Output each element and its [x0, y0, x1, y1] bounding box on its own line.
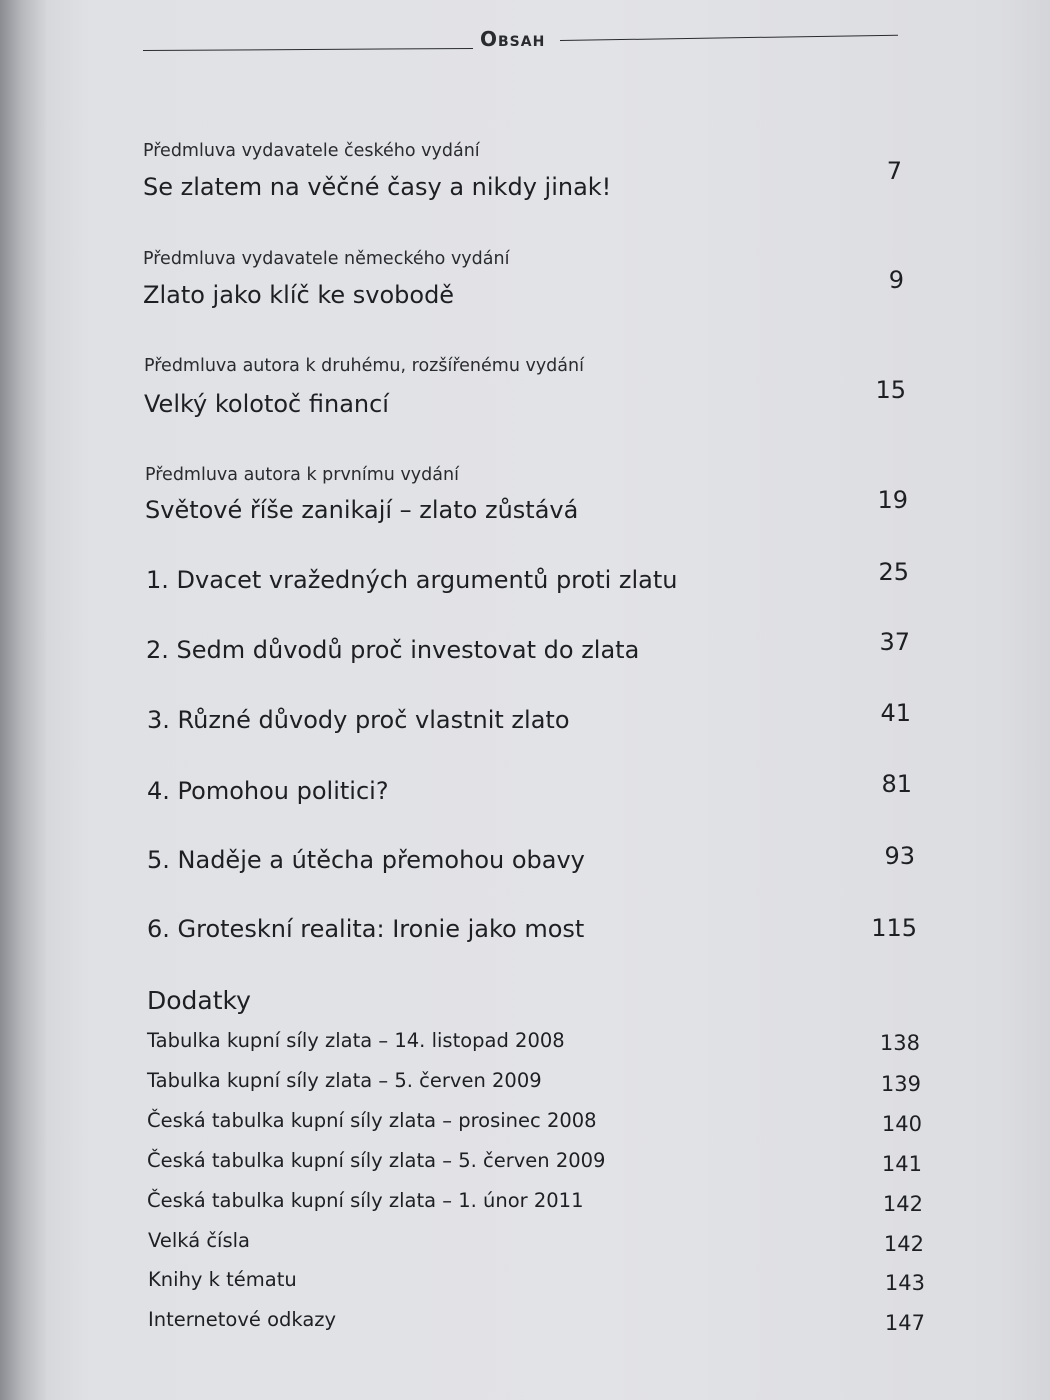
- appendix-item: [0, 1189, 1050, 1219]
- chapter-page-number: 37: [879, 628, 910, 656]
- appendix-item-label: Internetové odkazy: [148, 1308, 337, 1331]
- appendix-item-page: 143: [884, 1271, 925, 1295]
- appendix-item-label: Tabulka kupní síly zlata – 14. listopad 2008: [147, 1029, 565, 1052]
- appendix-item-page: 140: [881, 1112, 922, 1136]
- appendix-heading: Dodatky: [147, 986, 251, 1015]
- appendix-item-label: Knihy k tématu: [148, 1268, 297, 1291]
- appendix-item-label: Česká tabulka kupní síly zlata – prosinec 2008: [147, 1109, 597, 1132]
- entry-subtitle: Předmluva vydavatele českého vydání: [143, 141, 480, 161]
- chapter-page-number: 25: [878, 558, 909, 586]
- chapter-title: 6. Groteskní realita: Ironie jako most: [147, 915, 585, 943]
- appendix-item: [0, 1029, 1050, 1059]
- chapter-title: 1. Dvacet vražedných argumentů proti zlatu: [146, 566, 678, 594]
- header-rule-left: [143, 48, 473, 51]
- entry-page-number: 7: [886, 157, 902, 185]
- entry-page-number: 19: [877, 486, 908, 514]
- chapter-page-number: 93: [884, 842, 915, 870]
- chapter-title: 5. Naděje a útěcha přemohou obavy: [147, 846, 585, 874]
- appendix-item-label: Velká čísla: [148, 1229, 251, 1252]
- appendix-item: [0, 1308, 1050, 1338]
- appendix-item-page: 142: [883, 1232, 924, 1256]
- entry-title: Velký kolotoč financí: [144, 390, 389, 418]
- entry-title: Zlato jako klíč ke svobodě: [143, 281, 455, 309]
- chapter-title: 3. Různé důvody proč vlastnit zlato: [147, 706, 570, 734]
- entry-subtitle: Předmluva autora k druhému, rozšířenému vydání: [144, 356, 584, 376]
- chapter-page-number: 115: [871, 914, 917, 942]
- appendix-item-page: 138: [879, 1031, 920, 1055]
- appendix-item: [0, 1229, 1050, 1259]
- appendix-item-page: 139: [880, 1072, 921, 1096]
- entry-subtitle: Předmluva vydavatele německého vydání: [143, 249, 510, 269]
- chapter-page-number: 81: [881, 770, 912, 798]
- page-title: Obsah: [480, 27, 546, 51]
- appendix-item-label: Tabulka kupní síly zlata – 5. červen 2009: [147, 1069, 542, 1092]
- chapter-title: 2. Sedm důvodů proč investovat do zlata: [146, 636, 640, 664]
- appendix-item: [0, 1109, 1050, 1139]
- appendix-item: [0, 1149, 1050, 1179]
- appendix-item-label: Česká tabulka kupní síly zlata – 1. únor 2011: [147, 1189, 584, 1212]
- entry-page-number: 9: [888, 266, 904, 294]
- entry-page-number: 15: [875, 376, 906, 404]
- header-rule-right: [560, 35, 898, 41]
- entry-title: Se zlatem na věčné časy a nikdy jinak!: [143, 173, 612, 201]
- chapter-title: 4. Pomohou politici?: [147, 777, 389, 805]
- entry-subtitle: Předmluva autora k prvnímu vydání: [145, 465, 459, 485]
- chapter-page-number: 41: [880, 699, 911, 727]
- appendix-item-page: 142: [882, 1192, 923, 1216]
- appendix-item: [0, 1268, 1050, 1298]
- appendix-item-page: 147: [884, 1311, 925, 1335]
- appendix-item-page: 141: [881, 1152, 922, 1176]
- entry-title: Světové říše zanikají – zlato zůstává: [145, 496, 579, 524]
- appendix-item: [0, 1069, 1050, 1099]
- appendix-item-label: Česká tabulka kupní síly zlata – 5. červen 2009: [147, 1149, 606, 1172]
